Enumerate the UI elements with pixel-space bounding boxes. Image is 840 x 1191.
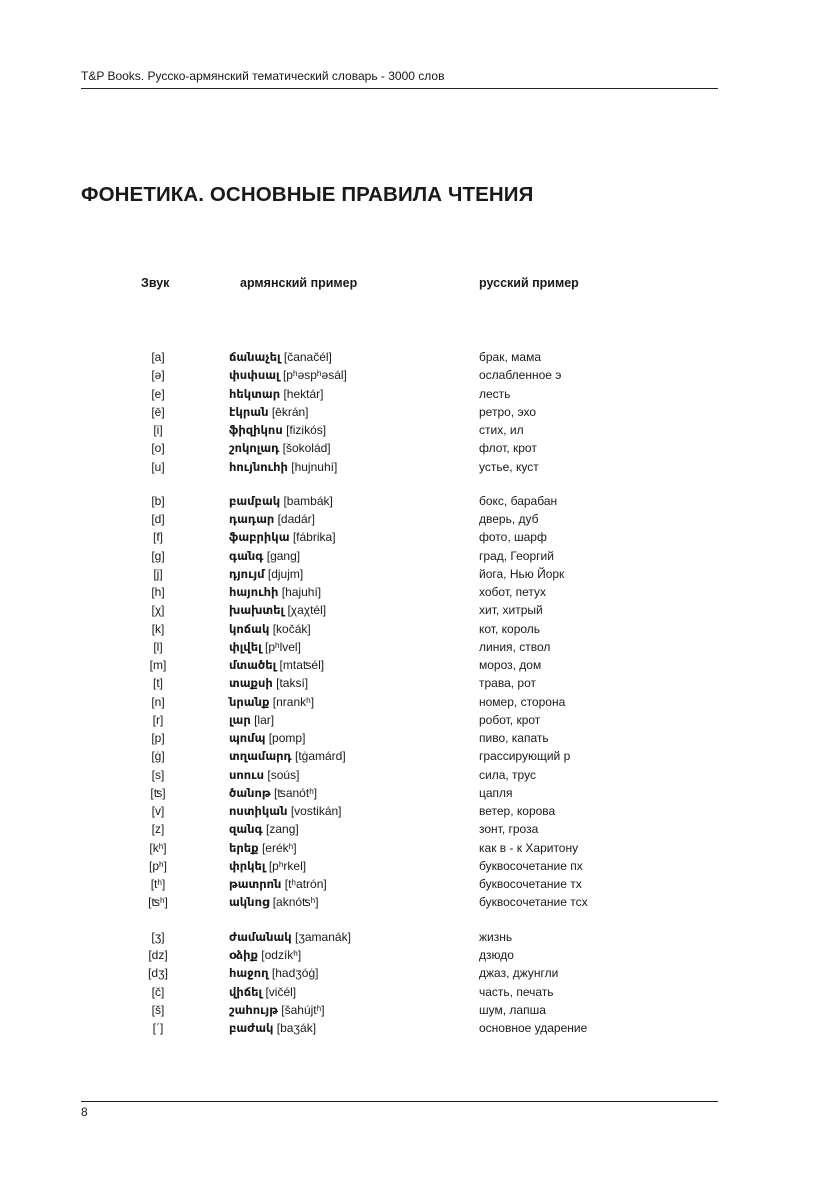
transcription: [ēkrán]	[271, 404, 309, 419]
sound-cell: [dz]	[148, 948, 168, 963]
column-header-armenian: армянский пример	[240, 276, 358, 290]
transcription: [baʒák]	[276, 1021, 317, 1036]
transcription: [ʒamanák]	[295, 929, 351, 944]
transcription: [čanačél]	[283, 350, 332, 364]
russian-example-cell: стих, ил	[479, 423, 524, 437]
russian-example-cell: зонт, гроза	[479, 822, 539, 837]
transcription: [aknóʦʰ]	[272, 895, 319, 910]
armenian-example-cell	[229, 693, 314, 711]
armenian-example-cell	[229, 674, 308, 692]
table-row	[0, 547, 840, 565]
sound-cell: [s]	[151, 767, 165, 782]
russian-example-cell: дзюдо	[479, 948, 514, 963]
russian-example-cell: мороз, дом	[479, 658, 542, 673]
armenian-example-cell	[229, 528, 336, 546]
sound-cell: [kʰ]	[149, 840, 167, 855]
armenian-word: թատրոն	[229, 877, 282, 892]
armenian-word: լար	[229, 712, 251, 727]
russian-example-cell: ослабленное э	[479, 368, 562, 383]
table-row	[0, 403, 840, 421]
sound-cell: [n]	[151, 694, 165, 709]
table-row	[0, 747, 840, 765]
armenian-word: կոճակ	[229, 621, 270, 636]
sound-cell: [o]	[151, 441, 165, 456]
table-row	[0, 839, 840, 857]
sound-cell: [m]	[149, 658, 167, 673]
table-row	[0, 674, 840, 692]
armenian-word: զանգ	[229, 822, 263, 837]
transcription: [hektár]	[283, 386, 324, 401]
sound-cell: [ˊ]	[152, 1021, 164, 1036]
russian-example-cell: пиво, капать	[479, 731, 549, 746]
table-row	[0, 928, 840, 946]
transcription: [lar]	[254, 712, 275, 727]
table-row	[0, 565, 840, 583]
sound-cell: [š]	[151, 1002, 165, 1017]
sound-cell: [pʰ]	[149, 858, 167, 873]
page-number: 8	[81, 1105, 88, 1119]
russian-example-cell: брак, мама	[479, 350, 541, 364]
table-row	[0, 857, 840, 875]
sound-cell: [χ]	[151, 603, 165, 618]
transcription: [erékʰ]	[261, 840, 297, 855]
russian-example-cell: лесть	[479, 386, 511, 401]
armenian-word: պոմպ	[229, 731, 266, 746]
transcription: [šahújtʰ]	[281, 1002, 325, 1017]
sound-cell: [h]	[151, 585, 165, 600]
armenian-example-cell	[229, 839, 297, 857]
russian-example-cell: трава, рот	[479, 676, 537, 691]
sound-cell: [i]	[153, 423, 163, 437]
sound-cell: [tʰ]	[150, 877, 166, 892]
russian-example-cell: устье, куст	[479, 459, 539, 474]
table-row	[0, 1019, 840, 1037]
armenian-example-cell	[229, 711, 274, 729]
armenian-word: դյույմ	[229, 566, 265, 581]
armenian-example-cell	[229, 366, 347, 384]
table-row	[0, 693, 840, 711]
russian-example-cell: хобот, петух	[479, 585, 547, 600]
sound-cell: [g]	[151, 548, 165, 563]
armenian-example-cell	[229, 766, 299, 784]
armenian-example-cell	[229, 510, 315, 528]
russian-example-cell: буквосочетание пх	[479, 858, 583, 873]
sound-cell: [r]	[152, 712, 164, 727]
armenian-example-cell	[229, 385, 323, 403]
armenian-word: տաքսի	[229, 676, 273, 691]
armenian-example-cell	[229, 421, 326, 439]
transcription: [taksí]	[276, 676, 309, 691]
russian-example-cell: град, Георгий	[479, 548, 554, 563]
transcription: [pʰəspʰəsál]	[282, 368, 347, 383]
sound-cell: [e]	[151, 386, 165, 401]
table-row	[0, 802, 840, 820]
armenian-word: մտածել	[229, 658, 277, 673]
armenian-word: վիճել	[229, 984, 263, 999]
russian-example-cell: фото, шарф	[479, 530, 547, 545]
column-header-russian: русский пример	[479, 276, 579, 290]
armenian-example-cell	[229, 784, 317, 802]
armenian-word: բաժակ	[229, 1021, 274, 1036]
armenian-example-cell	[229, 656, 324, 674]
sound-cell: [ʦ]	[150, 785, 166, 800]
sound-cell: [f]	[152, 530, 163, 545]
sound-cell: [v]	[151, 804, 165, 819]
armenian-word: փրկել	[229, 858, 266, 873]
column-header-sound: Звук	[141, 276, 170, 290]
armenian-example-cell	[229, 875, 327, 893]
armenian-example-cell	[229, 1019, 316, 1037]
armenian-example-cell	[229, 439, 331, 457]
russian-example-cell: ветер, корова	[479, 804, 556, 819]
armenian-word: դադար	[229, 512, 275, 527]
transcription: [pomp]	[268, 731, 306, 746]
transcription: [pʰrkel]	[268, 858, 307, 873]
armenian-word: օձիք	[229, 948, 258, 963]
transcription: [nrankʰ]	[272, 694, 315, 709]
armenian-example-cell	[229, 458, 337, 476]
armenian-word: ֆաբրիկա	[229, 530, 290, 545]
table-row	[0, 1001, 840, 1019]
armenian-example-cell	[229, 638, 301, 656]
table-row	[0, 766, 840, 784]
transcription: [hajuhí]	[281, 585, 322, 600]
header-text: T&P Books. Русско-армянский тематический словарь - 3000 слов	[81, 69, 445, 83]
russian-example-cell: ретро, эхо	[479, 404, 536, 419]
armenian-example-cell	[229, 893, 319, 911]
russian-example-cell: цапля	[479, 785, 513, 800]
armenian-word: սոուս	[229, 767, 265, 782]
sound-cell: [z]	[151, 822, 165, 837]
russian-example-cell: флот, крот	[479, 441, 537, 456]
armenian-example-cell	[229, 747, 346, 765]
armenian-example-cell	[229, 820, 299, 838]
row-group	[0, 928, 840, 1038]
table-row	[0, 583, 840, 601]
sound-cell: [ē]	[151, 404, 165, 419]
sound-cell: [a]	[151, 350, 165, 364]
table-row	[0, 348, 840, 366]
transcription: [fizikós]	[286, 423, 327, 437]
table-row	[0, 601, 840, 619]
transcription: [vostikán]	[290, 804, 342, 819]
transcription: [djujm]	[267, 566, 304, 581]
armenian-example-cell	[229, 565, 303, 583]
page-footer	[81, 1101, 718, 1119]
sound-cell: [ə]	[151, 368, 165, 383]
armenian-word: փլվել	[229, 639, 262, 654]
table-row	[0, 729, 840, 747]
sound-cell: [p]	[151, 731, 165, 746]
armenian-example-cell	[229, 729, 305, 747]
armenian-word: հաջող	[229, 966, 269, 981]
russian-example-cell: часть, печать	[479, 984, 554, 999]
russian-example-cell: буквосочетание тсх	[479, 895, 588, 910]
table-row	[0, 366, 840, 384]
russian-example-cell: джаз, джунгли	[479, 966, 559, 981]
armenian-word: տղամարդ	[229, 749, 292, 764]
armenian-example-cell	[229, 601, 326, 619]
page-title: ФОНЕТИКА. ОСНОВНЫЕ ПРАВИЛА ЧТЕНИЯ	[81, 183, 534, 206]
transcription: [χaχtél]	[287, 603, 327, 618]
table-row	[0, 528, 840, 546]
armenian-example-cell	[229, 348, 332, 366]
russian-example-cell: номер, сторона	[479, 694, 566, 709]
sound-cell: [u]	[151, 459, 165, 474]
transcription: [bambák]	[283, 493, 333, 508]
table-row	[0, 656, 840, 674]
armenian-word: ծանոթ	[229, 785, 271, 800]
transcription: [šokolád]	[282, 441, 331, 456]
table-row	[0, 620, 840, 638]
armenian-word: գանգ	[229, 548, 264, 563]
table-row	[0, 983, 840, 1001]
transcription: [hujnuhí]	[291, 459, 338, 474]
transcription: [tġamárd]	[294, 749, 346, 764]
transcription: [dadár]	[277, 512, 315, 527]
sound-cell: [j]	[153, 566, 163, 581]
russian-example-cell: как в - к Харитону	[479, 840, 579, 855]
armenian-word: փսփսալ	[229, 368, 280, 383]
armenian-word: ֆիզիկոս	[229, 423, 283, 437]
table-row	[0, 820, 840, 838]
armenian-word: խախտել	[229, 603, 285, 618]
armenian-word: շոկոլադ	[229, 441, 280, 456]
transcription: [odzíkʰ]	[261, 948, 302, 963]
russian-example-cell: сила, трус	[479, 767, 536, 782]
armenian-word: շահույթ	[229, 1002, 278, 1017]
armenian-example-cell	[229, 964, 318, 982]
running-header	[81, 68, 718, 89]
sound-cell: [ʒ]	[151, 929, 165, 944]
russian-example-cell: шум, лапша	[479, 1002, 546, 1017]
russian-example-cell: йога, Нью Йорк	[479, 566, 565, 581]
transcription: [gang]	[266, 548, 301, 563]
table-row	[0, 458, 840, 476]
table-row	[0, 875, 840, 893]
table-row	[0, 439, 840, 457]
transcription: [pʰlvel]	[264, 639, 301, 654]
transcription: [kočák]	[272, 621, 311, 636]
russian-example-cell: грассирующий р	[479, 749, 571, 764]
table-row	[0, 385, 840, 403]
table-row	[0, 421, 840, 439]
armenian-example-cell	[229, 802, 342, 820]
russian-example-cell: буквосочетание тх	[479, 877, 582, 892]
transcription: [tʰatrón]	[284, 877, 327, 892]
russian-example-cell: хит, хитрый	[479, 603, 543, 618]
russian-example-cell: кот, король	[479, 621, 541, 636]
sound-cell: [ġ]	[151, 749, 165, 764]
transcription: [mtaʦél]	[279, 658, 325, 673]
transcription: [fábrika]	[292, 530, 336, 545]
russian-example-cell: бокс, барабан	[479, 493, 558, 508]
armenian-word: ճանաչել	[229, 350, 281, 364]
russian-example-cell: дверь, дуб	[479, 512, 539, 527]
russian-example-cell: основное ударение	[479, 1021, 588, 1036]
table-row	[0, 893, 840, 911]
armenian-example-cell	[229, 946, 301, 964]
armenian-example-cell	[229, 620, 311, 638]
sound-cell: [l]	[153, 639, 163, 654]
russian-example-cell: робот, крот	[479, 712, 541, 727]
armenian-example-cell	[229, 857, 306, 875]
sound-cell: [t]	[152, 676, 163, 691]
armenian-example-cell	[229, 547, 300, 565]
table-row	[0, 946, 840, 964]
armenian-example-cell	[229, 403, 309, 421]
armenian-example-cell	[229, 1001, 325, 1019]
table-row	[0, 784, 840, 802]
table-row	[0, 964, 840, 982]
phonetics-table	[0, 348, 840, 1054]
transcription: [vičél]	[265, 984, 297, 999]
russian-example-cell: линия, ствол	[479, 639, 551, 654]
row-group	[0, 492, 840, 912]
armenian-word: ակնոց	[229, 895, 270, 910]
armenian-example-cell	[229, 928, 351, 946]
table-row	[0, 638, 840, 656]
transcription: [hadʒóġ]	[271, 966, 319, 981]
armenian-word: ոստիկան	[229, 804, 288, 819]
row-group	[0, 348, 840, 476]
armenian-word: նրանք	[229, 694, 270, 709]
sound-cell: [ʦʰ]	[148, 895, 168, 910]
transcription: [soús]	[267, 767, 300, 782]
armenian-word: երեք	[229, 840, 259, 855]
table-row	[0, 510, 840, 528]
sound-cell: [k]	[151, 621, 165, 636]
table-row	[0, 711, 840, 729]
transcription: [zang]	[266, 822, 299, 837]
table-row	[0, 492, 840, 510]
sound-cell: [d]	[151, 512, 165, 527]
sound-cell: [č]	[151, 984, 165, 999]
armenian-word: բամբակ	[229, 493, 281, 508]
armenian-word: ժամանակ	[229, 929, 292, 944]
armenian-example-cell	[229, 983, 296, 1001]
armenian-word: հույնուհի	[229, 459, 288, 474]
sound-cell: [dʒ]	[148, 966, 168, 981]
armenian-word: հեկտար	[229, 386, 281, 401]
armenian-example-cell	[229, 583, 321, 601]
armenian-example-cell	[229, 492, 333, 510]
armenian-word: հայուհի	[229, 585, 279, 600]
armenian-word: էկրան	[229, 404, 269, 419]
transcription: [ʦanótʰ]	[273, 785, 318, 800]
sound-cell: [b]	[151, 493, 165, 508]
russian-example-cell: жизнь	[479, 929, 513, 944]
